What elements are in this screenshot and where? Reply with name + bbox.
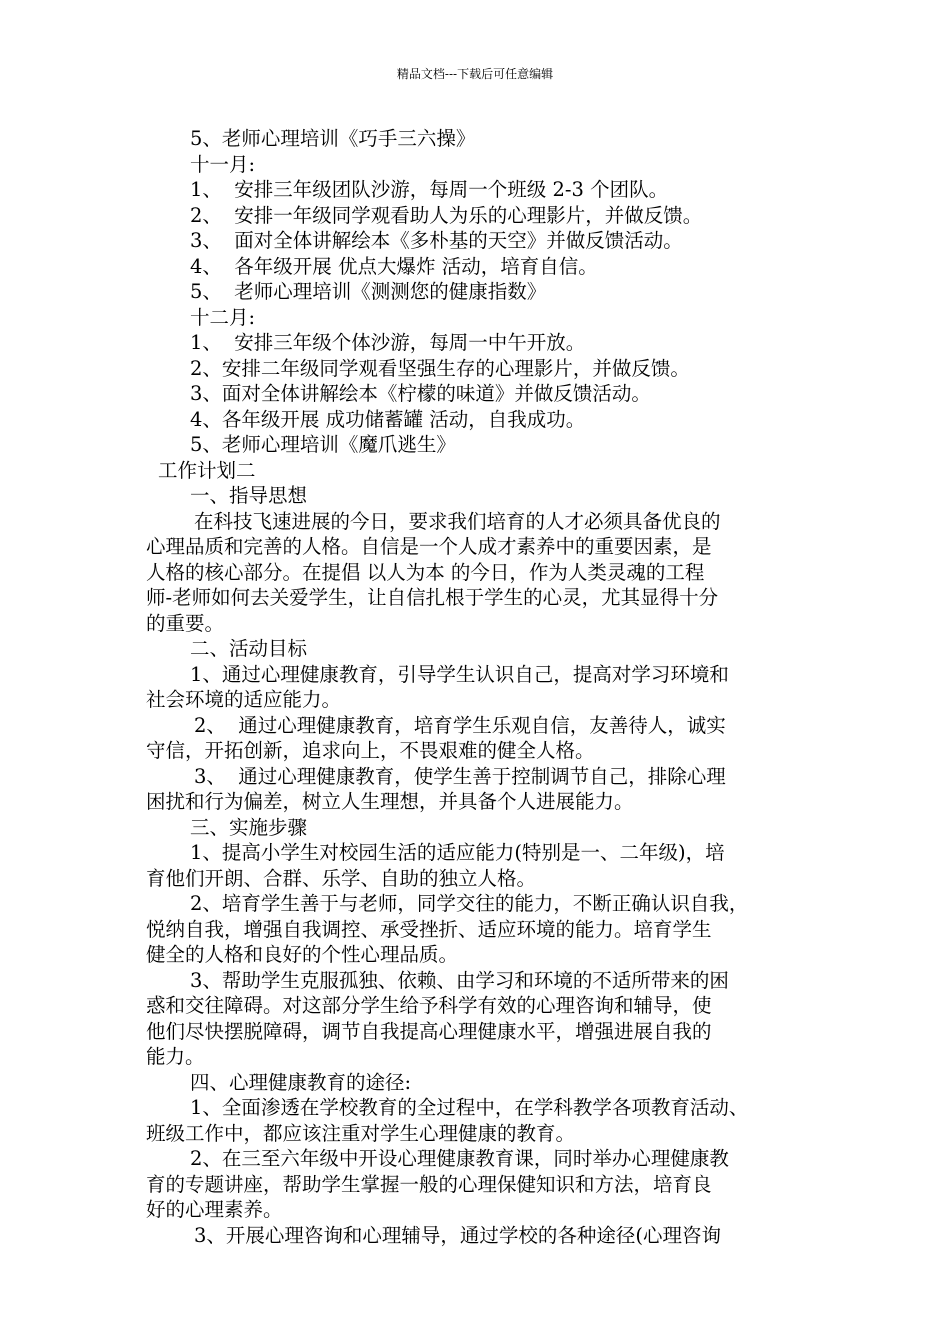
text-line: 2、 安排一年级同学观看助人为乐的心理影片，并做反馈。	[190, 203, 703, 227]
text-line: 1、全面渗透在学校教育的全过程中，在学科教学各项教育活动、	[190, 1096, 749, 1119]
text-line: 三、实施步骤	[190, 815, 308, 839]
text-line: 3、 面对全体讲解绘本《多朴基的天空》并做反馈活动。	[190, 229, 683, 252]
text-line: 十一月:	[190, 152, 256, 176]
text-line: 惑和交往障碍。对这部分学生给予科学有效的心理咨询和辅导，使	[146, 994, 712, 1017]
text-line: 的重要。	[146, 611, 225, 635]
text-line: 3、面对全体讲解绘本《柠檬的味道》并做反馈活动。	[190, 382, 651, 405]
text-line: 1、 安排三年级团队沙游，每周一个班级 2-3 个团队。	[190, 178, 669, 201]
document-body	[146, 126, 814, 1248]
text-line: 十二月:	[190, 305, 256, 329]
text-line: 四、心理健康教育的途径:	[190, 1070, 412, 1094]
text-line: 4、各年级开展 成功储蓄罐 活动，自我成功。	[190, 407, 586, 431]
text-line: 2、培育学生善于与老师，同学交往的能力，不断正确认识自我，	[190, 892, 749, 915]
text-line: 1、通过心理健康教育，引导学生认识自己，提高对学习环境和	[190, 662, 729, 686]
text-line: 守信，开拓创新，追求向上，不畏艰难的健全人格。	[146, 739, 595, 762]
text-line: 心理品质和完善的人格。自信是一个人成才素养中的重要因素，是	[146, 535, 712, 558]
text-line: 班级工作中，都应该注重对学生心理健康的教育。	[146, 1121, 576, 1145]
text-line: 好的心理素养。	[146, 1198, 283, 1221]
text-line: 二、活动目标	[190, 637, 308, 660]
text-line: 3、 通过心理健康教育，使学生善于控制调节自己，排除心理	[194, 764, 726, 788]
text-line: 3、开展心理咨询和心理辅导，通过学校的各种途径(心理咨询	[194, 1223, 722, 1247]
text-line: 困扰和行为偏差，树立人生理想，并具备个人进展能力。	[146, 790, 634, 813]
text-line: 悦纳自我，增强自我调控、承受挫折、适应环境的能力。培育学生	[146, 917, 712, 941]
text-line: 他们尽快摆脱障碍，调节自我提高心理健康水平，增强进展自我的	[146, 1019, 712, 1043]
text-line: 4、 各年级开展 优点大爆炸 活动，培育自信。	[190, 254, 598, 278]
text-line: 2、在三至六年级中开设心理健康教育课，同时举办心理健康教	[190, 1147, 729, 1170]
text-line: 3、帮助学生克服孤独、依赖、由学习和环境的不适所带来的困	[190, 968, 729, 992]
text-line: 在科技飞速进展的今日，要求我们培育的人才必须具备优良的	[194, 509, 721, 533]
text-line: 人格的核心部分。在提倡 以人为本 的今日，作为人类灵魂的工程	[146, 560, 705, 584]
text-line: 工作计划二	[158, 458, 256, 482]
text-line: 师-老师如何去关爱学生，让自信扎根于学生的心灵，尤其显得十分	[146, 586, 719, 609]
text-line: 育的专题讲座，帮助学生掌握一般的心理保健知识和方法，培育良	[146, 1172, 712, 1196]
text-line: 健全的人格和良好的个性心理品质。	[146, 943, 459, 966]
text-line: 1、提高小学生对校园生活的适应能力(特别是一、二年级)，培	[190, 841, 725, 864]
page-header-note: 精品文档---下载后可任意编辑	[396, 67, 554, 81]
text-line: 5、老师心理培训《巧手三六操》	[190, 127, 476, 150]
text-line: 一、指导思想	[190, 484, 308, 507]
text-line: 5、老师心理培训《魔爪逃生》	[190, 433, 456, 456]
text-line: 1、 安排三年级个体沙游，每周一中午开放。	[190, 331, 586, 354]
text-line: 社会环境的适应能力。	[146, 688, 342, 711]
text-line: 育他们开朗、合群、乐学、自助的独立人格。	[146, 866, 537, 890]
text-line: 2、安排二年级同学观看坚强生存的心理影片，并做反馈。	[190, 356, 690, 380]
text-line: 5、 老师心理培训《测测您的健康指数》	[190, 280, 547, 303]
text-line: 2、 通过心理健康教育，培育学生乐观自信，友善待人，诚实	[194, 713, 726, 737]
text-line: 能力。	[146, 1045, 205, 1068]
